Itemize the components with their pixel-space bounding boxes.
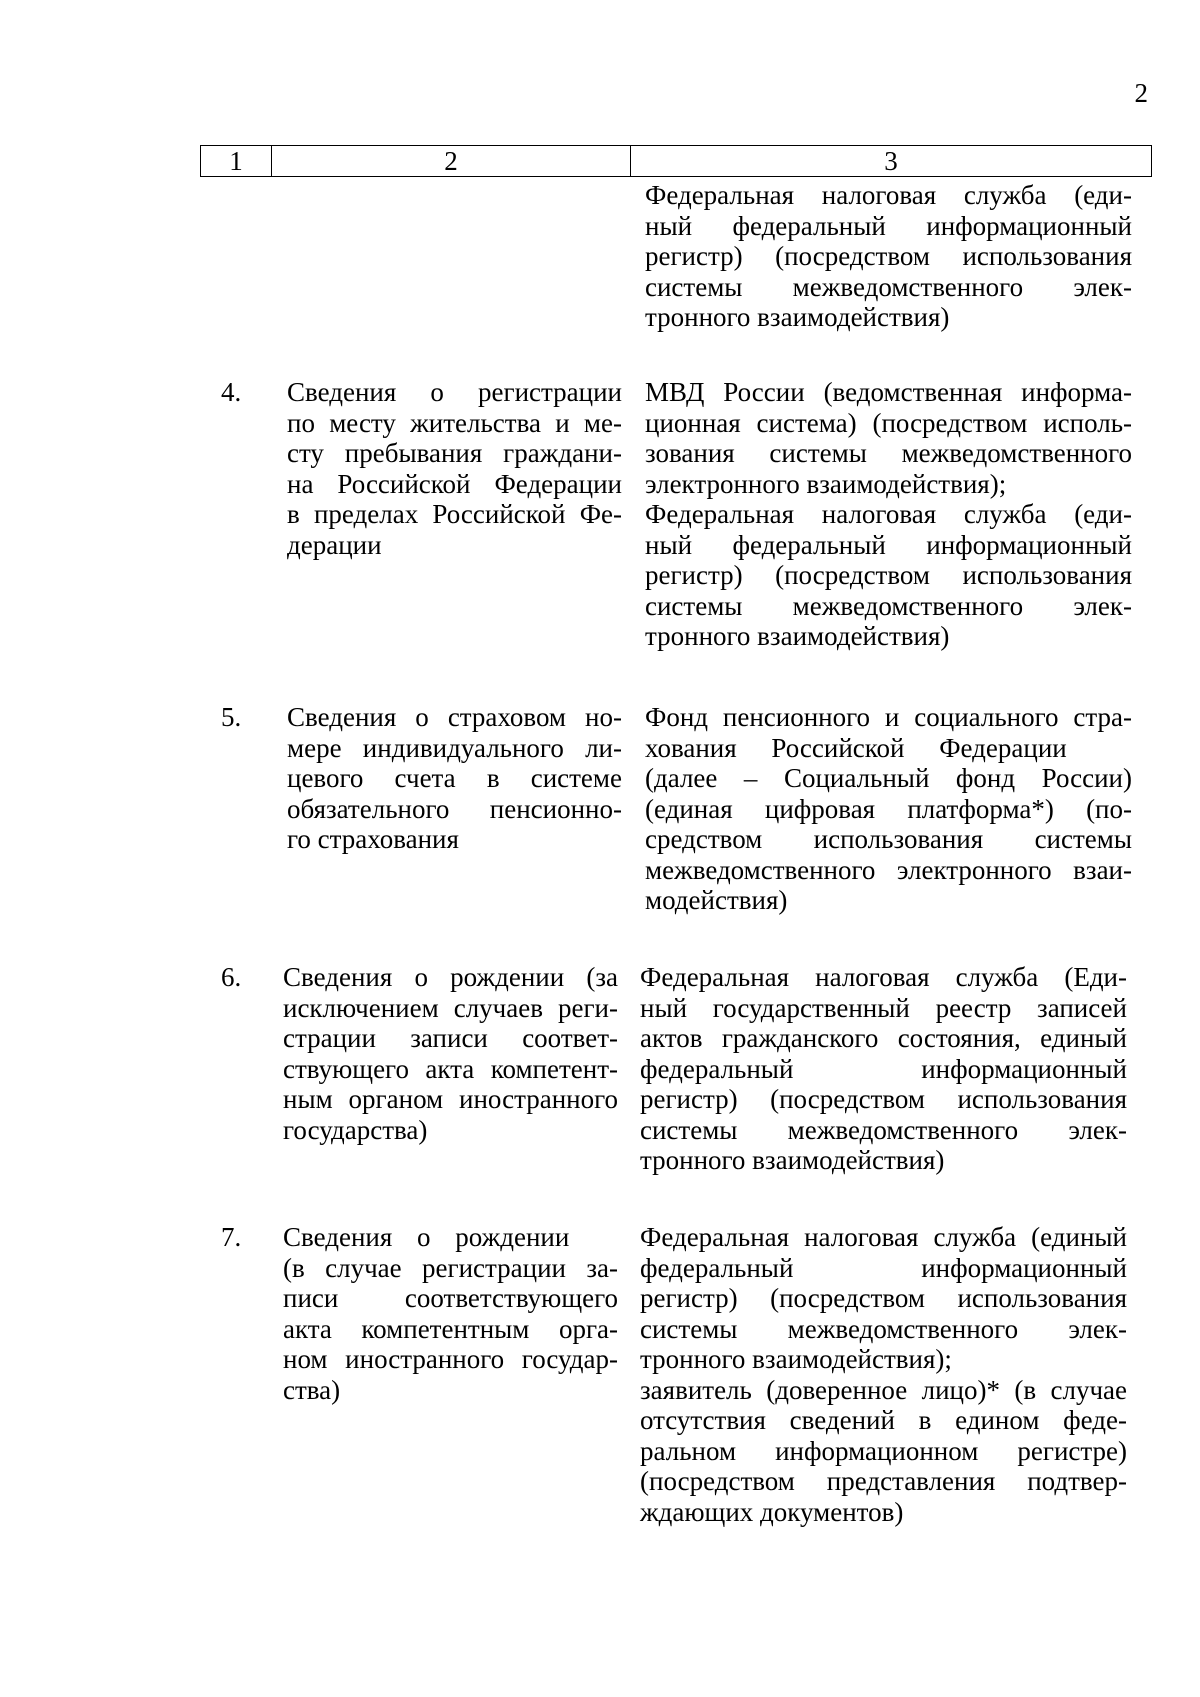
text-line: в пределах Российской Фе- (287, 499, 622, 529)
text-line: ждающих документов) (640, 1496, 904, 1527)
row-source-cell (645, 180, 1132, 333)
text-line: Федеральная налоговая служба (еди- (645, 499, 1132, 529)
text-line: Сведения о рождении (за (283, 962, 618, 992)
text-line: ным органом иностранного (283, 1084, 618, 1114)
text-line: межведомственного электронного взаи- (645, 854, 1132, 885)
text-line: исключением случаев реги- (283, 992, 618, 1023)
text-line: (в случае регистрации за- (283, 1252, 618, 1283)
text-line: (единая цифровая платформа*) (по- (645, 793, 1132, 824)
text-line: системы межведомственного элек- (645, 271, 1132, 302)
page-number: 2 (1134, 78, 1148, 108)
row-number: 7. (221, 1222, 242, 1252)
text-line: Федеральная налоговая служба (единый (640, 1222, 1127, 1252)
text-line: регистр) (посредством использования (645, 560, 1132, 590)
text-line: ный государственный реестр записей (640, 992, 1127, 1023)
text-line: ный федеральный информационный (645, 210, 1132, 241)
text-line: дерации (287, 529, 382, 560)
text-line: тронного взаимодействия) (645, 621, 950, 651)
text-line: мере индивидуального ли- (287, 732, 622, 763)
text-line: федеральный информационный (640, 1053, 1127, 1084)
row-number: 6. (221, 962, 242, 992)
row-source-cell (640, 962, 1127, 1176)
text-line: государства) (283, 1114, 428, 1145)
text-line: акта компетентным орга- (283, 1313, 618, 1344)
text-line: на Российской Федерации (287, 468, 622, 499)
text-line: электронного взаимодействия); (645, 468, 1007, 499)
text-line: писи соответствующего (283, 1283, 618, 1313)
text-line: Сведения о рождении (283, 1222, 570, 1252)
row-source-cell (645, 702, 1132, 916)
text-line: цевого счета в системе (287, 763, 622, 793)
row-description-cell (287, 702, 622, 855)
text-line: (далее – Социальный фонд России) (645, 763, 1132, 793)
text-line: ционная система) (посредством исполь- (645, 407, 1132, 438)
text-line: ном иностранного государ- (283, 1344, 618, 1374)
text-line: модействия) (645, 885, 788, 915)
header-col-2: 2 (272, 146, 631, 176)
text-line: хования Российской Федерации (645, 732, 1067, 763)
row-number: 5. (221, 702, 242, 732)
text-line: тронного взаимодействия) (640, 1145, 945, 1175)
text-line: актов гражданского состояния, единый (640, 1023, 1127, 1053)
text-line: Федеральная налоговая служба (Еди- (640, 962, 1127, 992)
text-line: (посредством представления подтвер- (640, 1466, 1127, 1496)
header-col-1: 1 (201, 146, 272, 176)
text-line: регистр) (посредством использования (640, 1283, 1127, 1313)
text-line: тронного взаимодействия); (640, 1344, 952, 1374)
text-line: тронного взаимодействия) (645, 302, 950, 332)
text-line: федеральный информационный (640, 1252, 1127, 1283)
text-line: МВД России (ведомственная информа- (645, 377, 1132, 407)
row-description-cell (283, 1222, 618, 1405)
text-line: Федеральная налоговая служба (еди- (645, 180, 1132, 210)
text-line: системы межведомственного элек- (640, 1313, 1127, 1344)
text-line: регистр) (посредством использования (645, 241, 1132, 271)
row-description-cell (287, 377, 622, 560)
text-line: сту пребывания граждани- (287, 438, 622, 468)
text-line: зования системы межведомственного (645, 438, 1132, 468)
row-description-cell (283, 962, 618, 1145)
row-source-cell (645, 377, 1132, 652)
header-col-3: 3 (884, 146, 898, 176)
text-line: Сведения о страховом но- (287, 702, 622, 732)
text-line: ства) (283, 1374, 341, 1405)
text-line: страции записи соответ- (283, 1023, 618, 1053)
text-line: отсутствия сведений в едином феде- (640, 1405, 1127, 1435)
row-source-cell (640, 1222, 1127, 1527)
text-line: обязательного пенсионно- (287, 793, 622, 824)
table-header (200, 145, 1152, 177)
text-line: регистр) (посредством использования (640, 1084, 1127, 1114)
text-line: ствующего акта компетент- (283, 1053, 618, 1084)
text-line: системы межведомственного элек- (640, 1114, 1127, 1145)
text-line: по месту жительства и ме- (287, 407, 622, 438)
row-number: 4. (221, 377, 242, 407)
text-line: ральном информационном регистре) (640, 1435, 1127, 1466)
text-line: системы межведомственного элек- (645, 590, 1132, 621)
text-line: средством использования системы (645, 824, 1132, 854)
text-line: го страхования (287, 824, 459, 854)
text-line: Фонд пенсионного и социального стра- (645, 702, 1132, 732)
text-line: ный федеральный информационный (645, 529, 1132, 560)
text-line: Сведения о регистрации (287, 377, 622, 407)
text-line: заявитель (доверенное лицо)* (в случае (640, 1374, 1127, 1405)
